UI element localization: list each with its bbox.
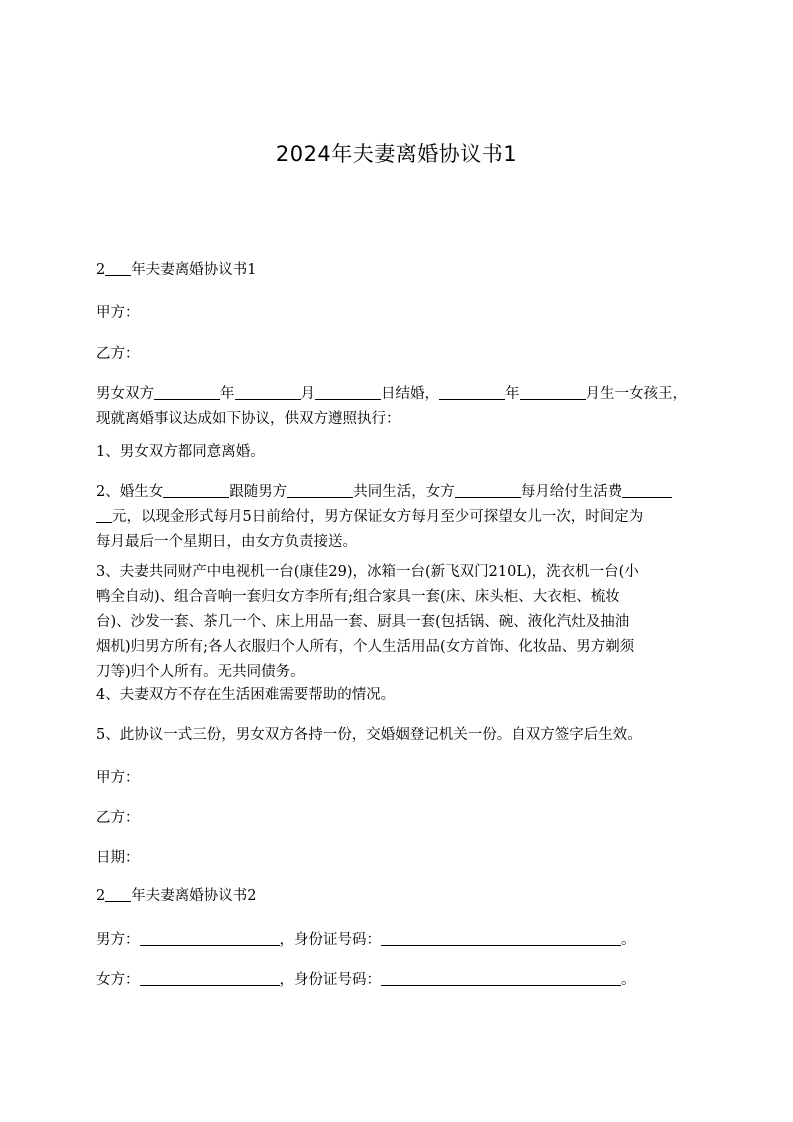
marriage-month-blank [235,383,301,400]
date-label: 日期： [96,850,140,866]
intro-text: 男女双方 [96,386,154,402]
section-2-heading [96,884,706,909]
intro-text: 年 [505,386,520,402]
intro-text: 现就离婚事议达成如下协议，供双方遵照执行： [96,411,401,427]
section-1-heading-number: 2 [96,262,106,278]
clause-2-text: 2、婚生女 [96,484,164,500]
clause-3 [96,560,706,685]
clause-2-text: 跟随男方 [229,484,288,500]
sign-party-a-label: 甲方： [96,770,140,786]
heading-blank [105,885,131,902]
clause-2-text: 共同生活，女方 [353,484,455,500]
section-2-heading-number: 2 [96,888,106,904]
man-label: 男方： [96,932,140,948]
living-expense-blank-cont [96,506,112,523]
woman-id-blank [381,969,621,986]
woman-label: 女方： [96,972,140,988]
party-b-label: 乙方： [96,346,140,362]
clause-3-line: 鸭全自动)、组合音响一套归女方李所有;组合家具一套(床、床头柜、大衣柜、梳妆 [96,589,620,605]
sign-party-b-label: 乙方： [96,810,140,826]
birth-year-blank [439,383,505,400]
heading-blank [105,259,131,276]
section-1-heading-text: 年夫妻离婚协议书1 [131,262,257,278]
intro-text: 日结婚， [381,386,439,402]
man-id-blank [381,929,621,946]
man-name-blank [140,929,280,946]
line-end: 。 [621,932,636,948]
clause-5: 5、此协议一式三份，男女双方各持一份，交婚姻登记机关一份。自双方签字后生效。 [96,727,642,743]
party-a-label: 甲方： [96,305,140,321]
father-name-blank [287,481,353,498]
section-2-heading-text: 年夫妻离婚协议书2 [131,888,257,904]
clause-4: 4、夫妻双方不存在生活困难需要帮助的情况。 [96,687,396,703]
marriage-year-blank [154,383,220,400]
section-1-heading [96,258,706,283]
marriage-day-blank [315,383,381,400]
clause-2-text: 每月给付生活费 [520,484,623,500]
woman-id-line [96,968,706,993]
intro-text: 月生一女孩王， [585,386,687,402]
clause-3-line: 3、夫妻共同财产中电视机一台(康佳29)，冰箱一台(新飞双门210L)，洗衣机一台(小 [96,564,639,580]
birth-month-blank [520,383,586,400]
document-title: 2024年夫妻离婚协议书1 [275,142,518,166]
clause-3-line: 烟机)归男方所有;各人衣服归个人所有，个人生活用品(女方首饰、化妆品、男方剃须 [96,639,635,655]
clause-2 [96,480,706,555]
intro-text: 年 [220,386,235,402]
clause-2-text: 每月最后一个星期日，由女方负责接送。 [96,534,357,550]
man-id-line [96,928,706,953]
intro-paragraph [96,382,706,432]
clause-3-line: 刀等)归个人所有。无共同债务。 [96,664,305,680]
intro-text: 月 [300,386,315,402]
clause-2-text: 元，以现金形式每月5日前给付，男方保证女方每月至少可探望女儿一次，时间定为 [112,509,644,525]
line-end: 。 [621,972,636,988]
clause-3-line: 台)、沙发一套、茶几一个、床上用品一套、厨具一套(包括锅、碗、液化汽灶及抽油 [96,614,630,630]
clause-1: 1、男女双方都同意离婚。 [96,444,265,460]
woman-name-blank [140,969,280,986]
id-label: ，身份证号码： [279,972,381,988]
id-label: ，身份证号码： [279,932,381,948]
daughter-name-blank [163,481,229,498]
mother-name-blank [455,481,521,498]
living-expense-blank [622,481,672,498]
